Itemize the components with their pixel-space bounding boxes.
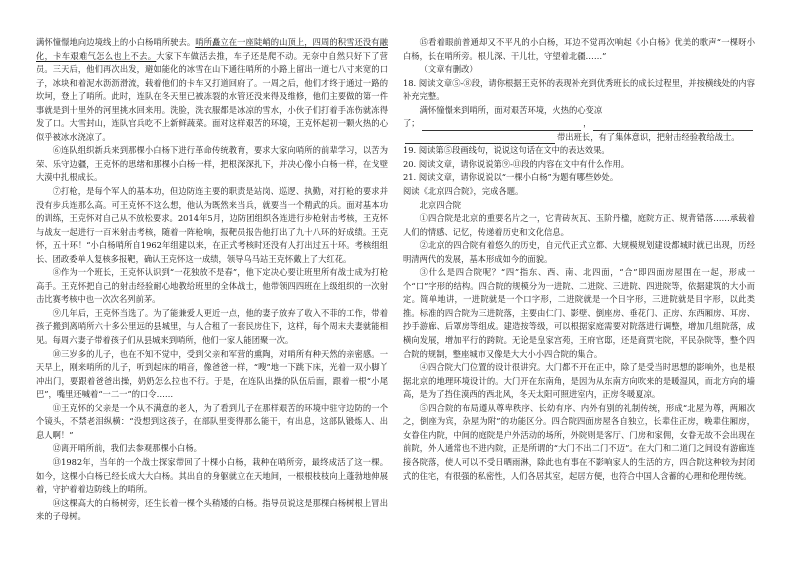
question-18-answer-line bbox=[403, 117, 755, 131]
paragraph-5-body: 大家下车做活去推，车子还是爬不动。无奈中自然只好下了营员。三天后，他们再次出发，避如能化的冰雪在山下通往哨所的小路上留出一道七八寸来宽的口子，冰块和着泥水沥沥滑流，载着他们的卡车又打道回府了。一周之后，他们才终于通过一路的坎坷，登上了哨所。此时，连队在冬天里已被冻裂的水管还没来得及维修，他们主要做的第一件事就是到十里外的河里挑水回来用。洗脸，洗衣服都是冰凉的雪水，小伙子们打着手冻伤就冻得发了口。大雪封山，连队官兵吃不上新鲜蔬菜。面对这样艰苦的环境，王克怀起初一颗火热的心似乎被冰水浇凉了。 bbox=[36, 50, 388, 142]
article-paragraph-5: ⑤四合院的布局遵从尊卑秩序、长幼有序、内外有别的礼制传统，形成“北屋为尊，两厢次之，倒座为宾，杂屋为附”的功能区分。四合院四面房屋各自独立，长辈住正房，晚辈住厢房，女眷住内院，中间的庭院是户外活动的场所，外院则是客厅、门房和家佣，女眷无故不会出现在前院，外人通常也不进内院，正是所谓的“大门不出二门不迈”。在大门和二道门之间设有游廊连接各院落，使人可以不受日晒雨淋，除此也有事在不影响家人的生活的方，四合院这种较为封闭式的住宅，有很强的私密性，人们各居其室，起居方便，也符合中国人含蓄的心理和伦理传统。 bbox=[403, 402, 755, 481]
paragraph-5 bbox=[36, 36, 388, 144]
answer-line-sep: ， bbox=[583, 118, 592, 129]
article-paragraph-3: ③什么是四合院呢？“四”指东、西、南、北四面，“合”即四面房屋围在一起，形成一个“口”字形的结构。四合院的规模分为一进院、二进院、三进院、四进院等，依据建筑的大小而定。简单地讲，一进院就是一个口字形，二进院就是一个日字形，三进院就是目字形，以此类推。标准的四合院为三进院落，主要由仁门、影壁、倒座房、垂花门、正房、东西厢房、耳房、抄手游廊、后罩房等组成。建造按等级，可以根据家庭需要对院落进行调整，增加几组院落，成横向发展，增加平行的跨院。无论是皇家宫苑，王府官邸，还是商贾宅院，平民杂院等，整个四合院的规制，整座城市又像是大大小小四合院的集合。 bbox=[403, 267, 755, 359]
reading-intro: 阅读《北京四合院》，完成各题。 bbox=[403, 186, 524, 197]
answer-blank-2[interactable] bbox=[593, 121, 753, 131]
paragraph-15: ⑮看着眼前普通却又不平凡的小白杨，耳边不觉再次响起《小白杨》优美的歌声“一棵呀小白杨，长在哨所旁。根儿深、干儿壮，守望着北疆……” bbox=[403, 37, 755, 61]
paragraph-9: ⑨几年后，王克怀当选了。为了能兼爱人更近一点，他的妻子放弃了收入不菲的工作，带着孩子搬到离哨所六十多公里远的县城里，与人合租了一套民房住下，这样，每个周末夫妻就能相见。每周六妻子带着孩子们从县城来到哨所，他们一家人能团聚一次。 bbox=[36, 307, 388, 346]
article-paragraph-1: ①四合院是北京的重要名片之一，它青砖灰瓦、玉阶丹楹，庭院方正、规背错落……承载着人们的情感、记忆，传递着历史和文化信息。 bbox=[403, 213, 755, 237]
question-19: 19. 阅读第⑤段画线句，说说这句话在文中的表达效果。 bbox=[403, 145, 610, 156]
paragraph-13: ⑬1982年，当年的一个战士探家带回了十棵小白杨，栽种在哨所旁，最终成活了这一棵。如今，这棵小白杨已经长成大大白杨。其出自的身躯就立在天地间，一根根枝枝向上蓬勃地伸展着，守护着着边防线上的哨所。 bbox=[36, 456, 388, 495]
underlined-sentence: 哨所矗立在一座陡峭的山顶上，四周的积雪还没有融化，卡车艰难气怎么也上不去。 bbox=[36, 37, 388, 61]
article-title: 北京四合院 bbox=[419, 199, 462, 210]
answer-blank-1[interactable] bbox=[422, 121, 582, 131]
answer-line-start: 了； bbox=[403, 118, 420, 129]
paragraph-8: ⑧作为一个班长，王克怀认识到“一花独放不是春”，他下定决心要让班里所有战士成为打枪高手。王克怀把自己的射击经验耐心地教给班里的全体战士，他带领四四班在上级组织的一次射击比赛考核中也一次次名列前茅。 bbox=[36, 267, 388, 305]
question-18-prompt: 满怀憧憬来到哨所，面对艰苦环境，火热的心变凉 bbox=[419, 104, 603, 115]
question-20: 20. 阅读文章，请你说说第⑨-⑪段的内容在文中有什么作用。 bbox=[403, 158, 630, 169]
question-21: 21. 阅读文章，请你说说以“一棵小白杨”为题有哪些妙处。 bbox=[403, 172, 619, 183]
paragraph-6: ⑥连队组织新兵来到那棵小白杨下进行革命传统教育，要求大家向哨所的前辈学习，以苦为荣、乐守边疆，王克怀的思绪和那棵小白杨一样，把根深深扎下，并决心像小白杨一样，在戈壁大漠中扎根成长。 bbox=[36, 145, 388, 183]
paragraph-5-lead: 满怀憧憬地向边境线上的小白杨哨所驶去。 bbox=[36, 37, 196, 47]
paragraph-12: ⑫离开哨所前，我们去参观那棵小白杨。 bbox=[52, 443, 202, 454]
paragraph-11: ⑪王克怀的父亲是一个从不满意的老人，为了看到儿子在那样艰苦的环境中驻守边防的一个个镜头，不禁老泪纵横：“没想到这孩子，在部队里变得那么能干，有出息，这部队锻炼人、出息人啊！” bbox=[36, 402, 388, 440]
paragraph-14: ⑭这棵高大的白杨树旁，还生长着一棵个头稍矮的白杨。指导员说这是那棵白杨树根上冒出来的子母树。 bbox=[36, 497, 388, 522]
left-column bbox=[36, 36, 388, 524]
answer-line-2-text: 带出班长，有了集体意识，把射击经验教给战士。 bbox=[557, 131, 740, 142]
paragraph-10: ⑩三岁多的儿子，也在不知不觉中，受到父亲和军营的熏陶，对哨所有种天然的亲密感。一天早上，刚来哨所的儿子，听到起床的哨音，像爸爸一样，“嗖”地一下跳下床，光着一双小脚丫冲出门，要跟着爸爸出操，奶奶怎么拉也不行。于是，在连队出操的队伍后面，跟着一根“小尾巴”，嘴里还喊着“一二一”的口令…… bbox=[36, 348, 388, 400]
article-paragraph-2: ②北京的四合院有着悠久的历史，自元代正式立都、大规模规划建设都城时就已出现，历经明清两代的发展，基本形成如今的面貌。 bbox=[403, 240, 755, 264]
right-column bbox=[403, 36, 755, 483]
question-18-answer-line-2 bbox=[403, 131, 755, 145]
source-note: （文章有删改） bbox=[419, 64, 478, 75]
paragraph-7: ⑦打枪，是每个军人的基本功，但边防连主要的职责是站岗、巡逻、执勤，对打枪的要求并没有步兵连那么高。可王克怀不这么想，他认为既然来当兵，就要当一个精武的兵。面对基本功的训练，王克怀对自己从不放松要求。2014年5月，边防团组织各连进行步枪射击考核，王克怀与战友一起进行一百米射击考核，随着一阵枪响，报靶员报告他打出了九十八环的好成绩。王克怀，五十环！“小白杨哨所自1962年组建以来，在正式考核时还没有人打出过五十环。考核组组长、团政委单人复核多报靶，确认王克怀这一成绩，领导乌马站王克怀戴上了大红花。 bbox=[36, 186, 388, 264]
question-18: 18. 阅读文章⑤-⑧段，请你根据王克怀的表现补充到优秀班长的成长过程里，并按横线处的内容补充完整。 bbox=[403, 77, 755, 102]
answer-blank-3[interactable] bbox=[405, 134, 555, 144]
article-paragraph-4: ④四合院大门位置的设计很讲究。大门都不开在正中，除了是受当时思想的影响外，也是根据北京的地理环境设计的。大门开在东南角，是因为从东南方向吹来的是暖湿风，而北方向的墙高，是为了挡住漠西的西北风，冬天太阳可照进室内，正房冬暖夏凉。 bbox=[403, 362, 755, 400]
